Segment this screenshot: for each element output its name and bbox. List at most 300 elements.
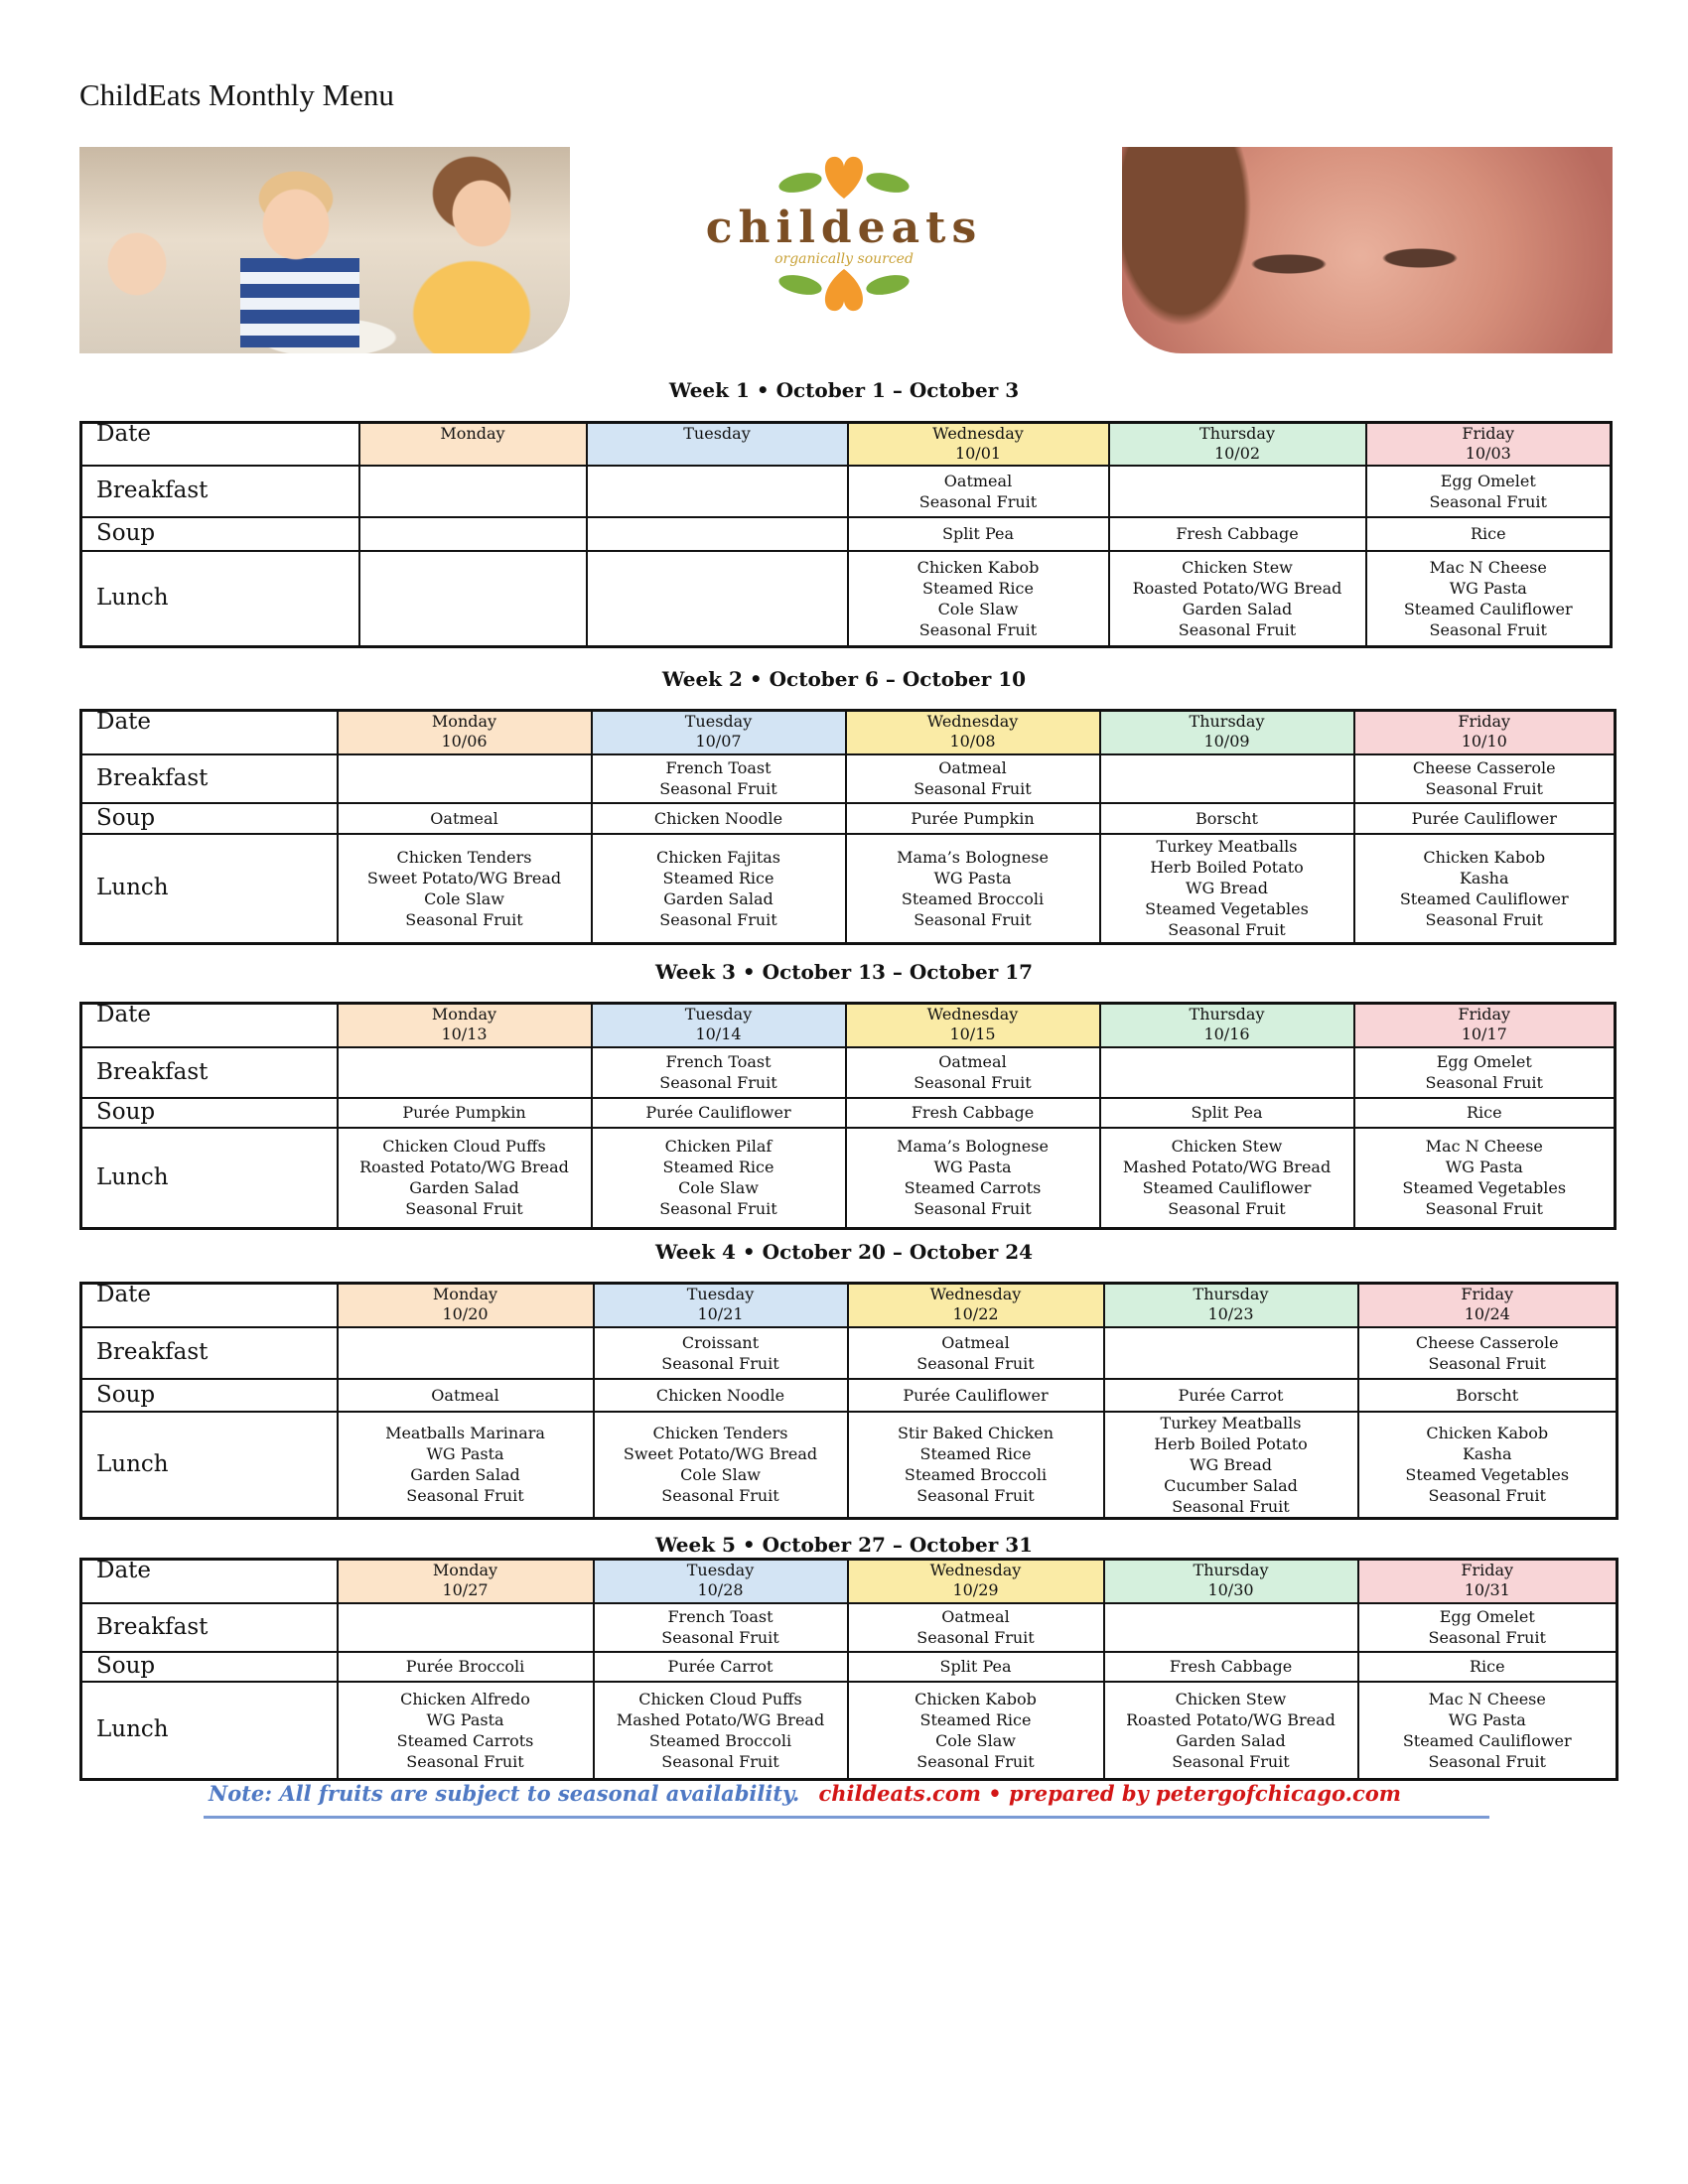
day-name: Wednesday xyxy=(929,1561,1022,1579)
lunch-label: Lunch xyxy=(81,1412,338,1519)
menu-item: Seasonal Fruit xyxy=(914,779,1032,798)
menu-item: Chicken Stew xyxy=(1171,1137,1283,1157)
breakfast-cell-thursday xyxy=(1100,754,1354,803)
menu-item: WG Pasta xyxy=(1445,1158,1523,1177)
lunch-label: Lunch xyxy=(81,551,359,647)
menu-item: Steamed Broccoli xyxy=(901,888,1045,908)
breakfast-label: Breakfast xyxy=(81,1603,338,1652)
date-row xyxy=(81,1004,1616,1047)
day-date: 10/31 xyxy=(1464,1580,1510,1599)
menu-item: Seasonal Fruit xyxy=(1425,909,1543,929)
day-date: 10/01 xyxy=(954,444,1002,463)
breakfast-row xyxy=(81,1047,1616,1098)
menu-item: Garden Salad xyxy=(1176,1730,1286,1750)
lunch-label: Lunch xyxy=(81,834,338,944)
soup-cell-tuesday: Purée Carrot xyxy=(594,1652,848,1682)
lunch-cell-tuesday xyxy=(594,1412,848,1519)
day-header-thursday xyxy=(1104,1284,1358,1327)
menu-item: Steamed Rice xyxy=(922,578,1034,598)
soup-cell-thursday: Split Pea xyxy=(1100,1098,1354,1128)
soup-cell-monday: Oatmeal xyxy=(338,1379,594,1412)
lunch-cell-wednesday xyxy=(848,1412,1104,1519)
menu-item: Seasonal Fruit xyxy=(1428,1353,1546,1373)
menu-item: WG Pasta xyxy=(426,1709,504,1729)
breakfast-cell-tuesday xyxy=(587,466,848,517)
menu-item: Roasted Potato/WG Bread xyxy=(359,1158,569,1177)
soup-label: Soup xyxy=(81,1098,338,1128)
soup-cell-monday xyxy=(359,517,587,551)
day-date: 10/16 xyxy=(1203,1024,1250,1043)
day-header-wednesday xyxy=(848,1560,1104,1603)
day-name: Friday xyxy=(1458,1005,1511,1024)
breakfast-label: Breakfast xyxy=(81,754,338,803)
breakfast-cell-friday xyxy=(1354,1047,1616,1098)
soup-label: Soup xyxy=(81,803,338,834)
menu-item: Steamed Broccoli xyxy=(904,1465,1048,1484)
lunch-cell-tuesday xyxy=(592,834,846,944)
menu-item: WG Bread xyxy=(1186,879,1268,898)
lunch-cell-tuesday xyxy=(587,551,848,647)
menu-item: Sweet Potato/WG Bread xyxy=(366,868,562,887)
menu-item: Seasonal Fruit xyxy=(1168,920,1286,940)
breakfast-cell-tuesday xyxy=(594,1327,848,1379)
menu-item: French Toast xyxy=(665,758,772,777)
menu-item: Oatmeal xyxy=(941,1332,1010,1352)
day-header-wednesday xyxy=(846,1004,1100,1047)
menu-item: Seasonal Fruit xyxy=(406,1486,524,1505)
lunch-cell-friday xyxy=(1354,1128,1616,1229)
menu-item: French Toast xyxy=(667,1607,774,1626)
footer-note xyxy=(209,1781,1401,1806)
menu-item: Steamed Cauliflower xyxy=(1403,599,1573,618)
day-name: Tuesday xyxy=(683,424,751,443)
menu-item: Seasonal Fruit xyxy=(914,909,1032,929)
menu-item: Chicken Tenders xyxy=(396,847,532,867)
lunch-cell-monday xyxy=(338,1128,592,1229)
soup-label: Soup xyxy=(81,517,359,551)
menu-item: Croissant xyxy=(681,1332,760,1352)
menu-item: Seasonal Fruit xyxy=(661,1353,779,1373)
day-name: Tuesday xyxy=(686,1285,755,1303)
date-row xyxy=(81,1284,1618,1327)
menu-item: Chicken Cloud Puffs xyxy=(638,1689,802,1708)
menu-item: Chicken Stew xyxy=(1175,1689,1287,1708)
lunch-cell-thursday xyxy=(1104,1412,1358,1519)
week-menu-table xyxy=(79,1002,1617,1230)
page-title: ChildEats Monthly Menu xyxy=(79,77,394,112)
week-heading: Week 4 • October 20 – October 24 xyxy=(654,1240,1034,1264)
day-name: Friday xyxy=(1461,1561,1514,1579)
day-name: Tuesday xyxy=(686,1561,755,1579)
breakfast-row xyxy=(81,754,1616,803)
soup-cell-wednesday: Split Pea xyxy=(848,517,1109,551)
lunch-row xyxy=(81,1682,1618,1780)
day-header-friday xyxy=(1366,423,1612,466)
breakfast-label: Breakfast xyxy=(81,1327,338,1379)
day-date: 10/20 xyxy=(442,1304,489,1323)
lunch-cell-wednesday xyxy=(848,551,1109,647)
breakfast-cell-friday xyxy=(1358,1603,1618,1652)
children-eating-photo xyxy=(79,147,570,353)
menu-item: Seasonal Fruit xyxy=(406,1751,524,1771)
breakfast-cell-monday xyxy=(338,754,592,803)
leaf-heart-icon xyxy=(774,149,914,201)
menu-item: Seasonal Fruit xyxy=(1428,1486,1546,1505)
day-header-friday xyxy=(1358,1560,1618,1603)
menu-item: Seasonal Fruit xyxy=(405,909,523,929)
menu-item: Mac N Cheese xyxy=(1428,1689,1546,1708)
lunch-label: Lunch xyxy=(81,1682,338,1780)
menu-item: Seasonal Fruit xyxy=(661,1751,779,1771)
date-label: Date xyxy=(81,711,338,754)
day-header-wednesday xyxy=(848,1284,1104,1327)
menu-item: Herb Boiled Potato xyxy=(1154,1433,1308,1453)
menu-item: Herb Boiled Potato xyxy=(1150,858,1304,878)
menu-item: Seasonal Fruit xyxy=(914,1073,1032,1092)
menu-item: Mac N Cheese xyxy=(1425,1137,1543,1157)
day-date: 10/08 xyxy=(949,732,996,751)
day-header-thursday xyxy=(1109,423,1366,466)
menu-item: Garden Salad xyxy=(410,1465,520,1484)
menu-item: Egg Omelet xyxy=(1439,1607,1535,1626)
day-name: Wednesday xyxy=(932,424,1024,443)
week-heading: Week 3 • October 13 – October 17 xyxy=(654,960,1034,984)
day-date: 10/24 xyxy=(1464,1304,1510,1323)
menu-item: Oatmeal xyxy=(943,471,1013,490)
day-name: Friday xyxy=(1461,1285,1514,1303)
week-menu-table xyxy=(79,1558,1618,1781)
lunch-cell-thursday xyxy=(1109,551,1366,647)
day-header-tuesday xyxy=(587,423,848,466)
day-date: 10/15 xyxy=(949,1024,996,1043)
date-label: Date xyxy=(81,1004,338,1047)
day-header-monday xyxy=(338,1004,592,1047)
menu-item: Steamed Rice xyxy=(919,1709,1032,1729)
childeats-logo xyxy=(695,149,993,352)
menu-item: Seasonal Fruit xyxy=(1168,1199,1286,1219)
breakfast-cell-tuesday xyxy=(594,1603,848,1652)
lunch-cell-monday xyxy=(338,1682,594,1780)
day-date: 10/03 xyxy=(1465,444,1511,463)
menu-item: Oatmeal xyxy=(938,758,1007,777)
soup-cell-tuesday: Chicken Noodle xyxy=(592,803,846,834)
menu-item: Seasonal Fruit xyxy=(916,1353,1035,1373)
date-row xyxy=(81,1560,1618,1603)
menu-item: Cole Slaw xyxy=(678,1178,759,1198)
footer-divider xyxy=(204,1816,1489,1819)
breakfast-cell-thursday xyxy=(1109,466,1366,517)
day-name: Friday xyxy=(1462,424,1515,443)
day-header-tuesday xyxy=(594,1284,848,1327)
menu-item: Kasha xyxy=(1459,868,1509,887)
menu-item: Oatmeal xyxy=(941,1607,1010,1626)
breakfast-cell-wednesday xyxy=(846,1047,1100,1098)
menu-item: Steamed Carrots xyxy=(396,1730,534,1750)
menu-item: Seasonal Fruit xyxy=(1429,619,1547,639)
menu-item: Turkey Meatballs xyxy=(1160,1413,1302,1433)
day-date: 10/28 xyxy=(697,1580,744,1599)
breakfast-cell-tuesday xyxy=(592,754,846,803)
soup-cell-thursday: Borscht xyxy=(1100,803,1354,834)
soup-row xyxy=(81,1098,1616,1128)
lunch-cell-monday xyxy=(359,551,587,647)
menu-item: Roasted Potato/WG Bread xyxy=(1126,1709,1336,1729)
logo-wordmark: childeats xyxy=(705,203,983,253)
day-header-tuesday xyxy=(592,711,846,754)
day-date: 10/02 xyxy=(1213,444,1261,463)
menu-item: Garden Salad xyxy=(663,888,774,908)
soup-row xyxy=(81,517,1612,551)
menu-item: Seasonal Fruit xyxy=(661,1486,779,1505)
lunch-cell-monday xyxy=(338,834,592,944)
menu-item: Steamed Cauliflower xyxy=(1399,888,1569,908)
menu-item: Seasonal Fruit xyxy=(659,909,777,929)
menu-item: Chicken Fajitas xyxy=(656,847,780,867)
menu-item: WG Pasta xyxy=(933,868,1012,887)
soup-cell-monday: Purée Broccoli xyxy=(338,1652,594,1682)
lunch-label: Lunch xyxy=(81,1128,338,1229)
day-name: Wednesday xyxy=(926,712,1019,731)
menu-item: Seasonal Fruit xyxy=(916,1751,1035,1771)
breakfast-cell-wednesday xyxy=(846,754,1100,803)
week-menu-table xyxy=(79,1282,1618,1520)
day-date: 10/27 xyxy=(442,1580,489,1599)
breakfast-row xyxy=(81,1327,1618,1379)
breakfast-cell-friday xyxy=(1354,754,1616,803)
menu-item: Steamed Cauliflower xyxy=(1402,1730,1572,1750)
week-heading: Week 5 • October 27 – October 31 xyxy=(654,1533,1034,1557)
menu-item: Chicken Alfredo xyxy=(400,1689,530,1708)
menu-item: WG Pasta xyxy=(1449,578,1527,598)
lunch-cell-friday xyxy=(1358,1412,1618,1519)
week-heading: Week 1 • October 1 – October 3 xyxy=(668,378,1020,402)
menu-item: Cheese Casserole xyxy=(1415,1332,1559,1352)
menu-item: Seasonal Fruit xyxy=(659,1073,777,1092)
breakfast-cell-tuesday xyxy=(592,1047,846,1098)
menu-item: Steamed Cauliflower xyxy=(1142,1178,1312,1198)
menu-item: WG Pasta xyxy=(1448,1709,1526,1729)
day-header-monday xyxy=(359,423,587,466)
lunch-row xyxy=(81,1128,1616,1229)
day-header-thursday xyxy=(1104,1560,1358,1603)
logo-tagline: organically sourced xyxy=(774,251,914,267)
day-date: 10/13 xyxy=(441,1024,488,1043)
soup-cell-monday: Purée Pumpkin xyxy=(338,1098,592,1128)
day-header-thursday xyxy=(1100,711,1354,754)
soup-cell-thursday: Fresh Cabbage xyxy=(1109,517,1366,551)
menu-item: Seasonal Fruit xyxy=(1425,1199,1543,1219)
soup-cell-friday: Rice xyxy=(1354,1098,1616,1128)
menu-item: Sweet Potato/WG Bread xyxy=(623,1444,818,1463)
day-name: Thursday xyxy=(1193,1285,1269,1303)
menu-item: Seasonal Fruit xyxy=(659,1199,777,1219)
menu-item: Turkey Meatballs xyxy=(1156,837,1298,857)
week-menu-table xyxy=(79,421,1613,648)
day-date: 10/21 xyxy=(697,1304,744,1323)
menu-item: Steamed Carrots xyxy=(904,1178,1042,1198)
soup-cell-friday: Rice xyxy=(1366,517,1612,551)
menu-item: Cheese Casserole xyxy=(1412,758,1556,777)
day-name: Wednesday xyxy=(926,1005,1019,1024)
breakfast-cell-monday xyxy=(338,1047,592,1098)
menu-item: Egg Omelet xyxy=(1440,471,1536,490)
menu-item: Chicken Stew xyxy=(1182,557,1293,577)
day-name: Monday xyxy=(432,1561,498,1579)
date-row xyxy=(81,423,1612,466)
soup-cell-tuesday: Chicken Noodle xyxy=(594,1379,848,1412)
date-row xyxy=(81,711,1616,754)
lunch-cell-thursday xyxy=(1104,1682,1358,1780)
day-header-wednesday xyxy=(848,423,1109,466)
lunch-cell-thursday xyxy=(1100,1128,1354,1229)
soup-cell-wednesday: Fresh Cabbage xyxy=(846,1098,1100,1128)
child-portrait-photo xyxy=(1122,147,1613,353)
menu-item: Seasonal Fruit xyxy=(914,1199,1032,1219)
day-name: Monday xyxy=(431,712,497,731)
menu-item: WG Bread xyxy=(1190,1454,1272,1474)
soup-cell-monday: Oatmeal xyxy=(338,803,592,834)
day-name: Monday xyxy=(432,1285,498,1303)
soup-cell-friday: Purée Cauliflower xyxy=(1354,803,1616,834)
menu-item: Roasted Potato/WG Bread xyxy=(1132,578,1342,598)
menu-item: Chicken Kabob xyxy=(1423,847,1546,867)
breakfast-cell-wednesday xyxy=(848,1603,1104,1652)
soup-cell-tuesday xyxy=(587,517,848,551)
menu-item: Steamed Broccoli xyxy=(648,1730,792,1750)
menu-item: French Toast xyxy=(665,1052,772,1071)
menu-item: WG Pasta xyxy=(426,1444,504,1463)
menu-item: Meatballs Marinara xyxy=(385,1424,545,1442)
menu-item: Chicken Kabob xyxy=(916,557,1040,577)
soup-row xyxy=(81,1379,1618,1412)
menu-item: Seasonal Fruit xyxy=(1428,1628,1546,1647)
menu-item: Cucumber Salad xyxy=(1164,1475,1298,1495)
menu-item: Oatmeal xyxy=(938,1052,1007,1071)
lunch-cell-wednesday xyxy=(848,1682,1104,1780)
soup-cell-wednesday: Purée Cauliflower xyxy=(848,1379,1104,1412)
day-date: 10/09 xyxy=(1203,732,1250,751)
breakfast-cell-thursday xyxy=(1100,1047,1354,1098)
lunch-cell-tuesday xyxy=(594,1682,848,1780)
menu-item: Seasonal Fruit xyxy=(1428,1751,1546,1771)
menu-item: Seasonal Fruit xyxy=(1172,1496,1290,1516)
day-date: 10/22 xyxy=(952,1304,999,1323)
menu-item: Egg Omelet xyxy=(1436,1052,1532,1071)
menu-item: Chicken Cloud Puffs xyxy=(382,1137,546,1157)
menu-item: Steamed Rice xyxy=(662,1158,774,1177)
lunch-cell-wednesday xyxy=(846,834,1100,944)
breakfast-cell-thursday xyxy=(1104,1327,1358,1379)
day-date: 10/17 xyxy=(1461,1024,1507,1043)
soup-cell-wednesday: Purée Pumpkin xyxy=(846,803,1100,834)
menu-item: Seasonal Fruit xyxy=(1425,1073,1543,1092)
day-header-thursday xyxy=(1100,1004,1354,1047)
day-date: 10/10 xyxy=(1461,732,1507,751)
menu-item: Seasonal Fruit xyxy=(916,1486,1035,1505)
day-name: Monday xyxy=(440,424,505,443)
day-name: Thursday xyxy=(1193,1561,1269,1579)
breakfast-row xyxy=(81,1603,1618,1652)
soup-cell-friday: Rice xyxy=(1358,1652,1618,1682)
lunch-cell-tuesday xyxy=(592,1128,846,1229)
day-date: 10/29 xyxy=(952,1580,999,1599)
day-name: Tuesday xyxy=(684,712,753,731)
menu-item: Chicken Kabob xyxy=(914,1689,1037,1708)
menu-item: Seasonal Fruit xyxy=(405,1199,523,1219)
breakfast-cell-monday xyxy=(338,1327,594,1379)
breakfast-cell-wednesday xyxy=(848,466,1109,517)
menu-item: Seasonal Fruit xyxy=(1172,1751,1290,1771)
menu-item: Cole Slaw xyxy=(935,1730,1016,1750)
soup-row xyxy=(81,1652,1618,1682)
menu-item: Seasonal Fruit xyxy=(659,779,777,798)
menu-item: Cole Slaw xyxy=(680,1465,761,1484)
menu-item: Seasonal Fruit xyxy=(1425,779,1543,798)
menu-item: Seasonal Fruit xyxy=(916,1628,1035,1647)
soup-cell-thursday: Purée Carrot xyxy=(1104,1379,1358,1412)
menu-item: Seasonal Fruit xyxy=(1429,491,1547,511)
menu-item: Mama’s Bolognese xyxy=(897,847,1049,867)
day-header-friday xyxy=(1354,1004,1616,1047)
day-header-tuesday xyxy=(594,1560,848,1603)
day-date: 10/14 xyxy=(695,1024,742,1043)
lunch-cell-thursday xyxy=(1100,834,1354,944)
soup-label: Soup xyxy=(81,1652,338,1682)
lunch-row xyxy=(81,834,1616,944)
menu-item: Cole Slaw xyxy=(937,599,1019,618)
day-name: Thursday xyxy=(1189,712,1265,731)
day-date: 10/23 xyxy=(1207,1304,1254,1323)
date-label: Date xyxy=(81,423,359,466)
breakfast-cell-thursday xyxy=(1104,1603,1358,1652)
day-name: Thursday xyxy=(1189,1005,1265,1024)
menu-item: Seasonal Fruit xyxy=(918,619,1038,639)
breakfast-row xyxy=(81,466,1612,517)
menu-item: Steamed Vegetables xyxy=(1405,1465,1570,1484)
date-label: Date xyxy=(81,1284,338,1327)
day-name: Friday xyxy=(1458,712,1511,731)
day-name: Wednesday xyxy=(929,1285,1022,1303)
seasonal-note: Note: All fruits are subject to seasonal availability. xyxy=(209,1781,800,1806)
leaf-heart-icon xyxy=(774,267,914,319)
breakfast-cell-monday xyxy=(359,466,587,517)
menu-item: Garden Salad xyxy=(1182,599,1293,618)
day-header-monday xyxy=(338,711,592,754)
menu-item: Chicken Tenders xyxy=(652,1424,788,1442)
week-menu-table xyxy=(79,709,1617,945)
menu-item: Mashed Potato/WG Bread xyxy=(616,1709,825,1729)
day-header-monday xyxy=(338,1284,594,1327)
menu-item: Mama’s Bolognese xyxy=(897,1137,1049,1157)
soup-label: Soup xyxy=(81,1379,338,1412)
menu-item: Stir Baked Chicken xyxy=(897,1424,1055,1442)
breakfast-cell-friday xyxy=(1366,466,1612,517)
menu-item: Kasha xyxy=(1462,1444,1512,1463)
lunch-cell-friday xyxy=(1358,1682,1618,1780)
menu-item: Steamed Vegetables xyxy=(1145,899,1309,919)
day-header-friday xyxy=(1354,711,1616,754)
day-header-friday xyxy=(1358,1284,1618,1327)
breakfast-label: Breakfast xyxy=(81,1047,338,1098)
soup-cell-tuesday: Purée Cauliflower xyxy=(592,1098,846,1128)
menu-item: WG Pasta xyxy=(933,1158,1012,1177)
soup-row xyxy=(81,803,1616,834)
menu-item: Cole Slaw xyxy=(424,888,504,908)
lunch-cell-wednesday xyxy=(846,1128,1100,1229)
day-date: 10/06 xyxy=(441,732,488,751)
soup-cell-wednesday: Split Pea xyxy=(848,1652,1104,1682)
day-name: Monday xyxy=(431,1005,497,1024)
